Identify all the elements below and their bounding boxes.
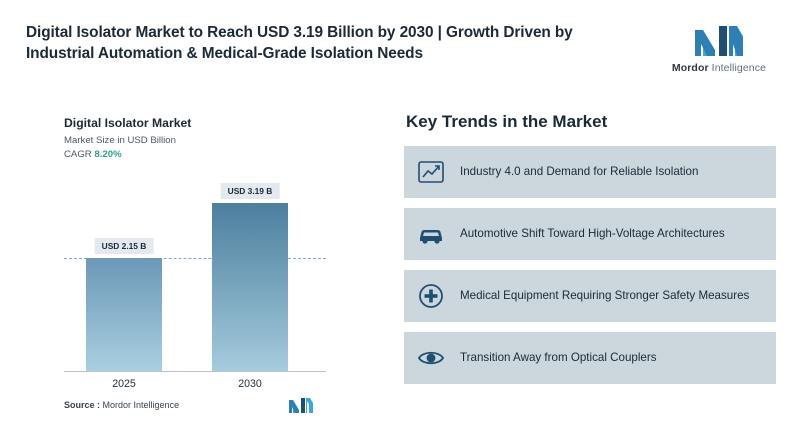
trend-text: Industry 4.0 and Demand for Reliable Isolation [460, 165, 699, 178]
bar-2025 [86, 241, 162, 371]
medical-cross-icon [414, 279, 448, 313]
chart-subtitle: Market Size in USD Billion [64, 135, 176, 146]
x-tick-2030: 2030 [238, 378, 262, 390]
trend-item-industry-40 [404, 146, 776, 198]
page-title: Digital Isolator Market to Reach USD 3.19 Billion by 2030 | Growth Driven by Industrial Automation & Medical-Grade Isolation Needs [26, 24, 573, 62]
car-icon [414, 217, 448, 251]
trend-text: Transition Away from Optical Couplers [460, 351, 657, 364]
bar-label-2025: USD 2.15 B [95, 238, 154, 254]
cagr-value: 8.20% [94, 149, 122, 160]
eye-icon [414, 341, 448, 375]
trend-item-optical-couplers [404, 332, 776, 384]
trend-text: Medical Equipment Requiring Stronger Safety Measures [460, 289, 750, 302]
bar-2030 [212, 186, 288, 371]
trend-item-automotive [404, 208, 776, 260]
chart-cagr [64, 149, 356, 160]
chart-source [64, 400, 179, 410]
line-chart-icon [414, 155, 448, 189]
x-axis-line [64, 371, 326, 372]
bar-label-2030: USD 3.19 B [221, 183, 280, 199]
trend-item-medical [404, 270, 776, 322]
brand-logo [672, 24, 766, 74]
key-trends-panel [404, 104, 776, 394]
mordor-m-logo-icon [288, 397, 314, 414]
x-tick-2025: 2025 [112, 378, 136, 390]
bar-fill [86, 258, 162, 371]
bar-fill [212, 203, 288, 371]
source-label: Source : [64, 400, 101, 410]
brand-name-bold: Mordor [671, 62, 709, 74]
chart-plot-area [64, 182, 326, 390]
brand-name-light: Intelligence [708, 62, 766, 74]
trends-title: Key Trends in the Market [406, 112, 608, 131]
trend-text: Automotive Shift Toward High-Voltage Architectures [460, 227, 725, 240]
mordor-m-logo-icon [693, 24, 745, 58]
cagr-label: CAGR [64, 149, 92, 160]
brand-name [672, 62, 766, 74]
source-value: Mordor Intelligence [102, 400, 180, 410]
market-size-chart [26, 104, 356, 416]
header [0, 0, 800, 96]
chart-title: Digital Isolator Market [64, 116, 192, 130]
